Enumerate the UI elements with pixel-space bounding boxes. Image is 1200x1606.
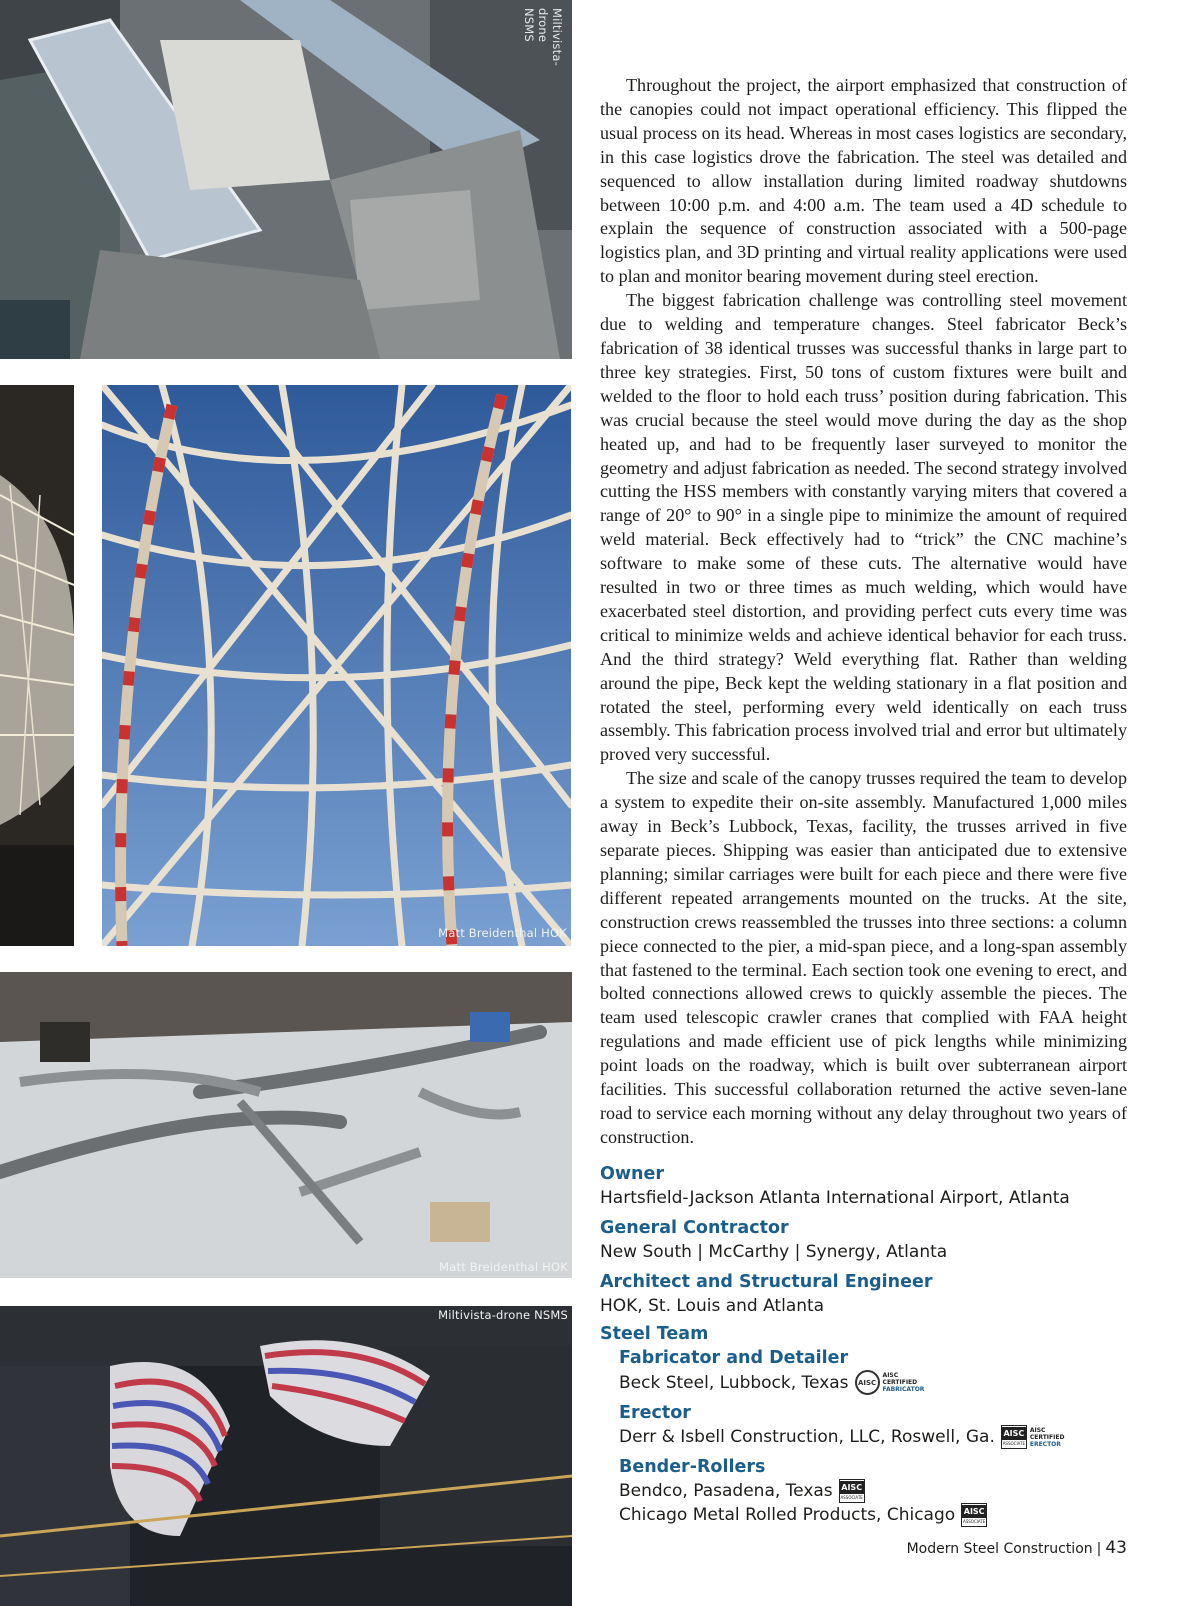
bender-rollers-heading: Bender-Rollers xyxy=(619,1457,766,1477)
article-paragraph: Throughout the project, the airport emphasized that construction of the canopies could not impact operational efficiency. This flipped the usual process on its head. Whereas in most cases logistics are secondary, in this case logistics drove the fabrication. The steel was detailed and sequenced to allow installation during limited roadway shutdowns between 10:00 p.m. and 4:00 a.m. The team used a 4D schedule to explain the sequence of construction associated with a 500-page logistics plan, and 3D printing and virtual reality applications were used to plan and monitor bearing movement during steel erection. xyxy=(600,75,1127,287)
owner-heading: Owner xyxy=(600,1164,665,1184)
erector-name: Derr & Isbell Construction, LLC, Roswell, Ga. xyxy=(619,1427,995,1447)
fabricator-heading: Fabricator and Detailer xyxy=(619,1348,849,1368)
aerial-night-photo xyxy=(0,1306,572,1606)
architect-heading: Architect and Structural Engineer xyxy=(600,1272,933,1292)
photo-credit: Miltivista-drone NSMS xyxy=(522,8,564,66)
bender-line-1 xyxy=(619,1479,1160,1503)
canopy-interior-illustration xyxy=(102,385,571,946)
aisc-certified-fabricator-badge xyxy=(855,1370,925,1395)
article-body xyxy=(600,74,1127,1150)
general-contractor-name: New South | McCarthy | Synergy, Atlanta xyxy=(600,1242,948,1262)
photo-credit: Miltivista-drone NSMS xyxy=(438,1308,568,1322)
cert-text: AISC CERTIFIED ERECTOR xyxy=(1029,1426,1065,1448)
page-number: 43 xyxy=(1105,1538,1127,1558)
fabrication-shop-photo xyxy=(0,972,572,1278)
canopy-night-slice-illustration xyxy=(0,385,74,946)
aisc-associate-icon: AISC ASSOCIATE xyxy=(839,1479,865,1503)
aisc-seal-icon: AISC xyxy=(855,1370,880,1395)
steel-team-heading: Steel Team xyxy=(600,1324,709,1344)
architect-name: HOK, St. Louis and Atlanta xyxy=(600,1296,825,1316)
aisc-associate-icon: AISC ASSOCIATE xyxy=(961,1503,987,1527)
fabrication-shop-illustration xyxy=(0,972,572,1278)
bender-line-2 xyxy=(619,1503,1160,1527)
project-credits xyxy=(600,1162,1160,1527)
erector-heading: Erector xyxy=(619,1403,691,1423)
article-paragraph: The biggest fabrication challenge was controlling steel movement due to welding and temperature changes. Steel fabricator Beck’s fabrication of 38 identical trusses was successful thanks in large part to three key strategies. First, 50 tons of custom fixtures were built and welded to the floor to hold each truss’ position during fabrication. This was crucial because the steel would move during the day as the shop heated up, and had to be frequently laser surveyed to monitor the geometry and adjust fabrication as needed. The second strategy involved cutting the HSS members with constantly varying miters that covered a range of 20° to 90° in a single pipe to minimize the amount of required weld material. Beck effectively had to “trick” the CNC machine’s software to make some of these cuts. The alternative would have resulted in two or three times as much welding, which would have exacerbated steel distortion, and providing perfect cuts every time was critical to minimize welds and achieve identical behavior for each truss. And the third strategy? Weld everything flat. Rather than welding around the pipe, Beck kept the welding stationary in a flat position and rotated the steel, performing every weld identically on each truss assembly. This fabrication process involved trial and error but ultimately proved very successful. xyxy=(600,290,1127,765)
aerial-day-illustration xyxy=(0,0,572,359)
general-contractor-heading: General Contractor xyxy=(600,1218,789,1238)
page-footer xyxy=(907,1538,1127,1558)
photo-credit: Matt Breidenthal HOK xyxy=(438,926,567,940)
cert-text: AISC CERTIFIED FABRICATOR xyxy=(882,1372,925,1393)
article-paragraph: The size and scale of the canopy trusses required the team to develop a system to expedite their on-site assembly. Manufactured 1,000 miles away in Beck’s Lubbock, Texas, facility, the trusses arrived in five separate pieces. Shipping was easier than anticipated due to extensive planning; similar carriages were built for each piece and there were five different repeated arrangements mounted on the trucks. At the site, construction crews reassembled the trusses into three sections: a column piece connected to the pier, a mid-span piece, and a long-span assembly that fastened to the terminal. Each section took one evening to erect, and bolted connections allowed crews to quickly assemble the pieces. The team used telescopic crawler cranes that complied with FAA height regulations and made efficient use of pick lengths while minimizing point loads on the roadway, which is built over subterranean airport facilities. This successful collaboration returned the active seven-lane road to service each morning without any delay throughout two years of construction. xyxy=(600,768,1127,1147)
canopy-interior-photo xyxy=(102,385,571,946)
fabricator-name: Beck Steel, Lubbock, Texas xyxy=(619,1372,849,1393)
publication-name: Modern Steel Construction xyxy=(906,1541,1093,1557)
canopy-night-slice-photo xyxy=(0,385,74,946)
bender-name-1: Bendco, Pasadena, Texas xyxy=(619,1481,833,1501)
aisc-associate-icon: AISC ASSOCIATE xyxy=(1001,1425,1027,1449)
erector-line xyxy=(619,1425,1160,1449)
photo-credit: Matt Breidenthal HOK xyxy=(439,1260,568,1274)
bender-name-2: Chicago Metal Rolled Products, Chicago xyxy=(619,1505,956,1525)
footer-separator: | xyxy=(1096,1541,1102,1557)
aisc-certified-erector-badge xyxy=(1001,1425,1065,1449)
aerial-day-photo xyxy=(0,0,572,359)
fabricator-line xyxy=(619,1370,1160,1395)
aerial-night-illustration xyxy=(0,1306,572,1606)
owner-name: Hartsfield-Jackson Atlanta International Airport, Atlanta xyxy=(600,1188,1070,1208)
